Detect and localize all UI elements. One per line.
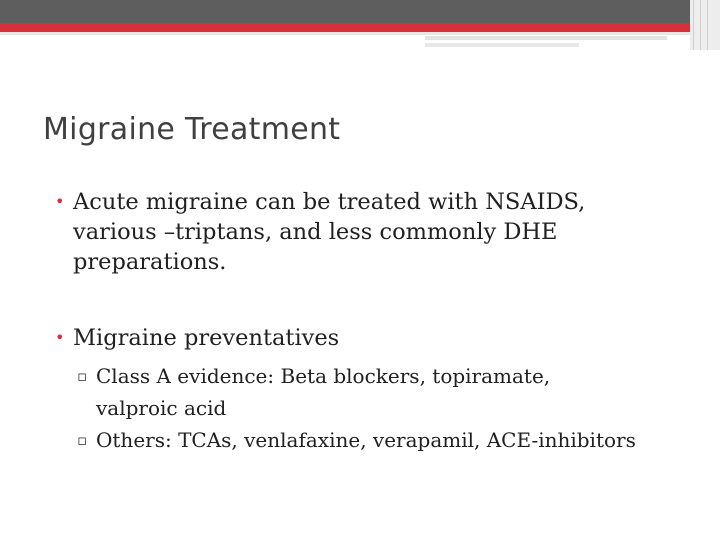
sub-bullet-marker: ▫ xyxy=(77,431,88,449)
bullet-acute-migraine: Acute migraine can be treated with NSAIDS, various –triptans, and less commonly DHE preparations. xyxy=(73,189,586,275)
header-thin-bar xyxy=(0,32,690,35)
header-red-bar xyxy=(0,23,690,32)
header-right-block xyxy=(690,0,720,50)
header-gray-bar xyxy=(0,0,690,24)
bullet-marker: • xyxy=(55,328,65,347)
bullet-preventatives: Migraine preventatives xyxy=(73,325,340,351)
header-accent-bar-2 xyxy=(425,43,579,47)
sub-bullet-marker: ▫ xyxy=(77,367,88,385)
slide-title: Migraine Treatment xyxy=(43,112,341,147)
header-accent-bar-1 xyxy=(425,36,667,40)
bullet-marker: • xyxy=(55,192,65,211)
header-right-line-1 xyxy=(693,0,694,50)
sub-bullet-class-a: Class A evidence: Beta blockers, topiramate, valproic acid xyxy=(96,364,551,420)
sub-bullet-others: Others: TCAs, venlafaxine, verapamil, ACE-inhibitors xyxy=(96,428,636,452)
header-right-line-3 xyxy=(707,0,708,50)
header-right-line-2 xyxy=(700,0,701,50)
